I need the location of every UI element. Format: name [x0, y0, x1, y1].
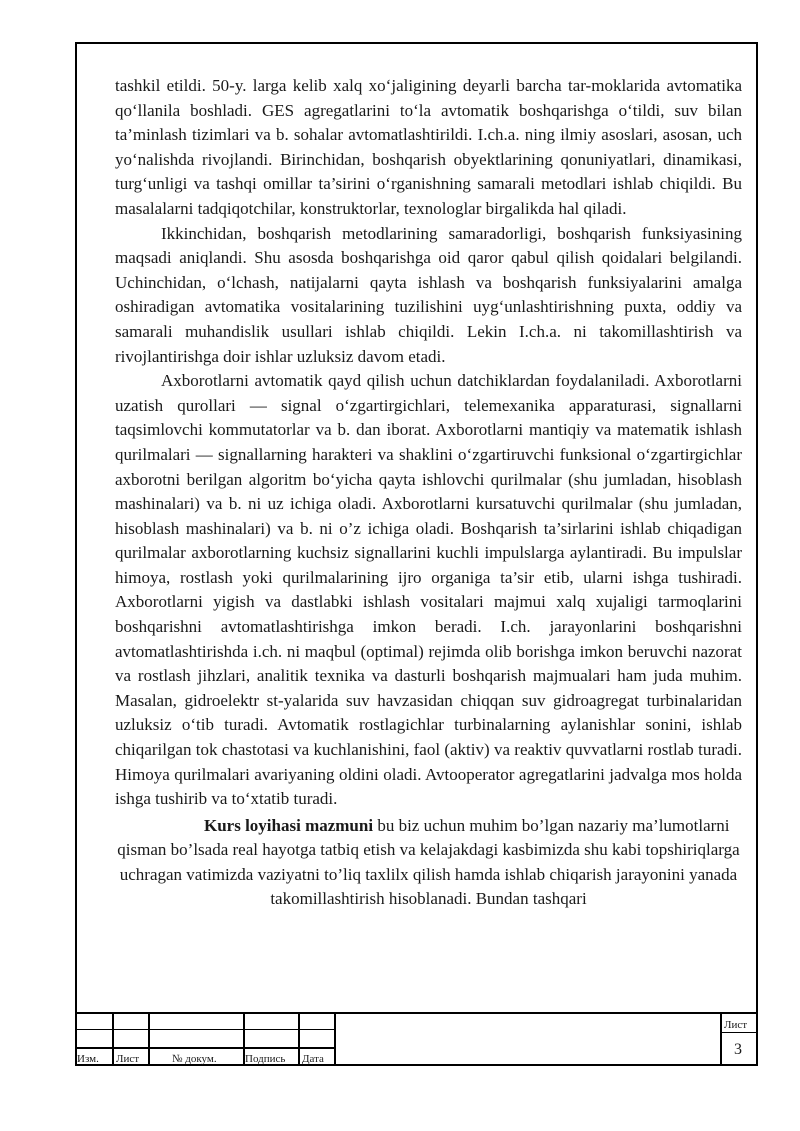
stamp-divider: [148, 1014, 150, 1066]
paragraph-1: tashkil etildi. 50-y. larga kelib xalq xo‘jaligining deyarli barcha tar-moklarida avtomatika qo‘llanila boshladi. GES agregatlarini to‘la avtomatik boshqarishga o‘tildi, suv bilan ta’minlash tizimlari va b. sohalar avtomatlashtirildi. I.ch.a. ning ilmiy asoslari, asosan, uch yo‘nalishda rivojlandi. Birinchidan, boshqarish obyektlarining qonuniyatlari, dinamikasi, turg‘unligi va tashqi omillar ta’sirini o‘rganishning samarali metodlari ishlab chiqildi. Bu masalalarni tadqiqotchilar, konstruktorlar, texnologlar birgalikda hal qiladi.: [115, 76, 742, 218]
title-block: [75, 1012, 758, 1066]
document-body: [115, 74, 742, 912]
stamp-doc-number-label: № докум.: [172, 1053, 217, 1065]
stamp-izm-label: Изм.: [77, 1053, 99, 1065]
stamp-row-line: [75, 1047, 336, 1049]
paragraph-4: [115, 814, 742, 912]
stamp-divider: [334, 1014, 336, 1066]
stamp-sheet-number: 3: [734, 1041, 742, 1058]
stamp-row-line: [75, 1029, 336, 1030]
sheet-cell-line: [720, 1032, 758, 1033]
stamp-divider: [112, 1014, 114, 1066]
paragraph-4-heading: Kurs loyihasi mazmuni: [203, 815, 374, 835]
paragraph-3: Axborotlarni avtomatik qayd qilish uchun datchiklardan foydalaniladi. Axborotlarni uzatish qurollari — signal o‘zgartirgichlari, telemexanika apparaturasi, signallarni taqsimlovchi kommutatorlar va b. dan iborat. Axborotlarni mantiqiy va matematik ishlash qurilmalari — signallarning harakteri va shaklini o‘zgartiruvchi funksional o‘zgartirgichlar axborotni berilgan algoritm bo‘yicha qayta ishlovchi qurilmalar (shu jumladan, hisoblash mashinalari) va b. ni uz ichiga oladi. Axborotlarni kursatuvchi qurilmalar (shu jumladan, hisoblash mashinalari) va b. ni o’z ichiga oladi. Boshqarish ta’sirlarini ishlab chiqadigan qurilmalar axborotlarning kuchsiz signallarini kuchli impulslarga aylantiradi. Bu impulslar himoya, rostlash yoki qurilmalarining ijro organiga ta’sir etib, ularni ishga tushiradi. Axborotlarni yigish va dastlabki ishlash vositalari majmui xalq xujaligi tarmoqlarini boshqarishni avtomatlashtirishga imkon beradi. I.ch. jarayonlarini boshqarishni avtomatlashtirishda i.ch. ni maqbul (optimal) rejimda olib borishga imkon beruvchi nazorat va rostlash jihzlari, analitik texnika va dasturli boshqarish majmualari ham juda muhim. Masalan, gidroelektr st-yalarida suv havzasidan chiqqan suv gidroagregat turbinalaridan uzluksiz o‘tib turadi. Avtomatik rostlagichlar turbinalarning aylanishlar sonini, ishlab chiqarilgan tok chastotasi va kuchlanishini, faol (aktiv) va reaktiv quvvatlarni rostlab turadi. Himoya qurilmalari avariyaning oldini oladi. Avtooperator agregatlarini jadvalga mos holda ishga tushirib va to‘xtatib turadi.: [115, 371, 742, 809]
stamp-list-label: Лист: [116, 1053, 140, 1065]
stamp-sheet-label: Лист: [724, 1019, 748, 1031]
stamp-date-label: Дата: [302, 1053, 324, 1065]
paragraph-4-text: bu biz uchun muhim bo’lgan nazariy ma’lumotlarni qisman bo’lsada real hayotga tatbiq etish va kelajakdagi kasbimizda shu kabi topshiriqlarga uchragan vatimizda vaziyatni to’liq taxlilx qilish hamda ishlab chiqarish jarayonini yanada takomillashtirish hisoblanadi. Bundan tashqari: [117, 815, 740, 909]
stamp-divider: [298, 1014, 300, 1066]
stamp-divider: [720, 1014, 722, 1066]
paragraph-2: Ikkinchidan, boshqarish metodlarining samaradorligi, boshqarish funksiyasining maqsadi aniqlandi. Shu asosda boshqarishga oid qaror qabul qilish qoidalari belgilandi. Uchinchidan, o‘lchash, natijalarni qayta ishlash va boshqarish funksiyalarini amalga oshiradigan avtomatika vositalarining tuzilishini uyg‘unlashtirishning puxta, oddiy va samarali muhandislik usullari ishlab chiqildi. Lekin I.ch.a. ni takomillashtirish va rivojlantirishga doir ishlar uzluksiz davom etadi.: [115, 223, 742, 366]
stamp-signature-label: Подпись: [245, 1053, 286, 1065]
